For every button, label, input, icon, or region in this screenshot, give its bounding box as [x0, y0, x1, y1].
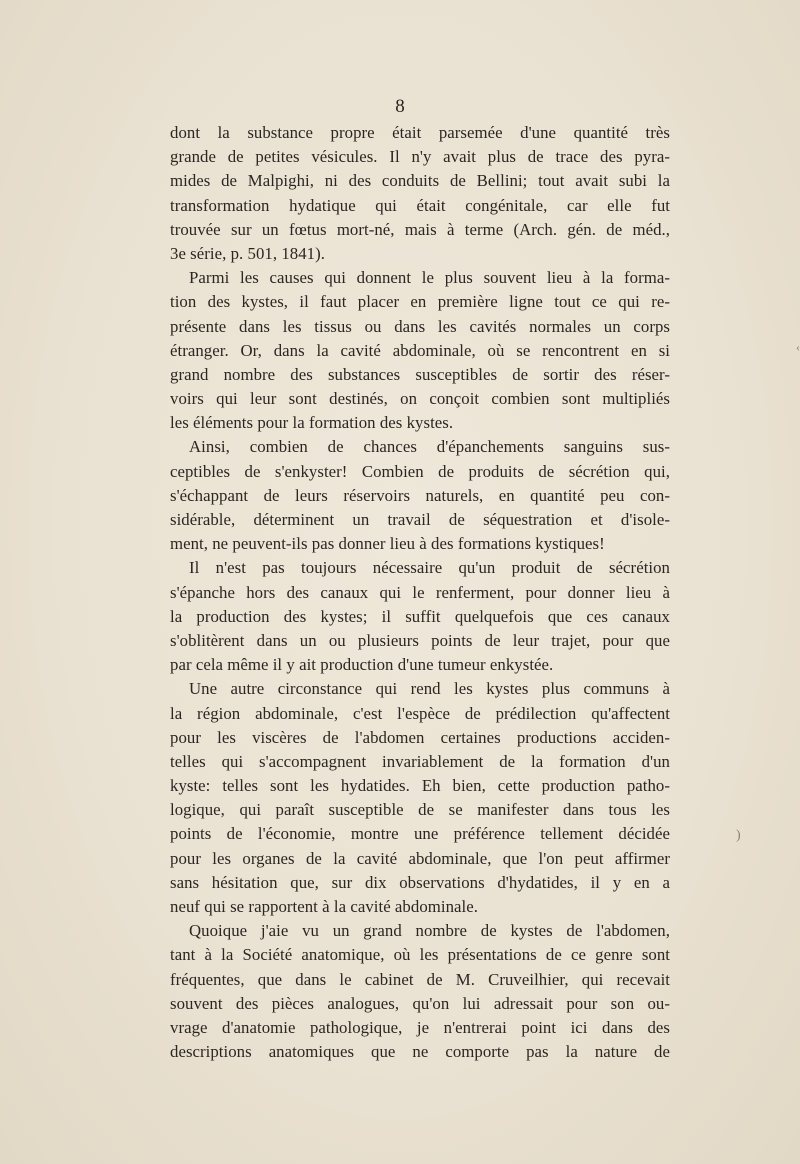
- text-line: sans hésitation que, sur dix observations d'hydatides, il y en a: [170, 872, 670, 892]
- text-line: grand nombre des substances susceptibles de sortir des réser-: [170, 364, 670, 384]
- text-line: Quoique j'aie vu un grand nombre de kystes de l'abdomen,: [189, 921, 670, 941]
- text-line: 3e série, p. 501, 1841).: [170, 243, 325, 263]
- page-number: 8: [395, 96, 405, 117]
- text-line: ment, ne peuvent-ils pas donner lieu à des formations kystiques!: [170, 534, 605, 554]
- text-line: neuf qui se rapportent à la cavité abdominale.: [170, 897, 478, 916]
- text-line: Une autre circonstance qui rend les kystes plus communs à: [189, 679, 670, 699]
- text-line: s'oblitèrent dans un ou plusieurs points de leur trajet, pour que: [170, 630, 670, 650]
- text-line: par cela même il y ait production d'une tumeur enkystée.: [170, 655, 554, 675]
- text-line: pour les viscères de l'abdomen certaines productions acciden-: [170, 727, 670, 747]
- margin-mark: ): [736, 828, 741, 843]
- text-line: dont la substance propre était parsemée d'une quantité très: [170, 123, 670, 142]
- text-line: Ainsi, combien de chances d'épanchements sanguins sus-: [189, 437, 670, 457]
- text-line: vrage d'anatomie pathologique, je n'entrerai point ici dans des: [170, 1017, 670, 1037]
- text-line: Parmi les causes qui donnent le plus souvent lieu à la forma-: [189, 268, 670, 288]
- text-line: telles qui s'accompagnent invariablement de la formation d'un: [170, 751, 670, 771]
- text-line: étranger. Or, dans la cavité abdominale, où se rencontrent en si: [170, 340, 670, 360]
- text-line: points de l'économie, montre une préférence tellement décidée: [170, 824, 670, 844]
- text-line: pour les organes de la cavité abdominale, que l'on peut affirmer: [170, 848, 670, 868]
- text-line: tant à la Société anatomique, où les présentations de ce genre sont: [170, 945, 670, 965]
- text-line: s'épanche hors des canaux qui le renferment, pour donner lieu à: [170, 582, 670, 602]
- text-line: voirs qui leur sont destinés, on conçoit combien sont multipliés: [170, 389, 670, 409]
- body-text: [170, 121, 670, 1064]
- text-line: mides de Malpighi, ni des conduits de Bellini; tout avait subi la: [170, 171, 670, 191]
- text-line: la région abdominale, c'est l'espèce de prédilection qu'affectent: [170, 703, 670, 723]
- text-line: descriptions anatomiques que ne comporte pas la nature de: [170, 1042, 670, 1062]
- text-line: trouvée sur un fœtus mort-né, mais à terme (Arch. gén. de méd.,: [170, 219, 670, 239]
- text-line: ceptibles de s'enkyster! Combien de produits de sécrétion qui,: [170, 461, 670, 481]
- margin-mark: ‹: [796, 340, 800, 354]
- text-line: s'échappant de leurs réservoirs naturels, en quantité peu con-: [170, 485, 670, 505]
- text-line: présente dans les tissus ou dans les cavités normales un corps: [170, 316, 670, 336]
- text-line: fréquentes, que dans le cabinet de M. Cruveilhier, qui recevait: [170, 969, 670, 989]
- text-line: logique, qui paraît susceptible de se manifester dans tous les: [170, 800, 670, 820]
- text-line: transformation hydatique qui était congénitale, car elle fut: [170, 195, 670, 215]
- text-line: grande de petites vésicules. Il n'y avait plus de trace des pyra-: [170, 147, 670, 167]
- text-line: les éléments pour la formation des kystes.: [170, 413, 454, 433]
- text-line: Il n'est pas toujours nécessaire qu'un produit de sécrétion: [189, 558, 670, 578]
- text-line: sidérable, déterminent un travail de séquestration et d'isole-: [170, 510, 670, 529]
- text-line: kyste: telles sont les hydatides. Eh bien, cette production patho-: [170, 776, 670, 796]
- text-line: tion des kystes, il faut placer en première ligne tout ce qui re-: [170, 292, 670, 312]
- text-line: souvent des pièces analogues, qu'on lui adressait pour son ou-: [170, 993, 670, 1013]
- text-line: la production des kystes; il suffit quelquefois que ces canaux: [170, 606, 670, 626]
